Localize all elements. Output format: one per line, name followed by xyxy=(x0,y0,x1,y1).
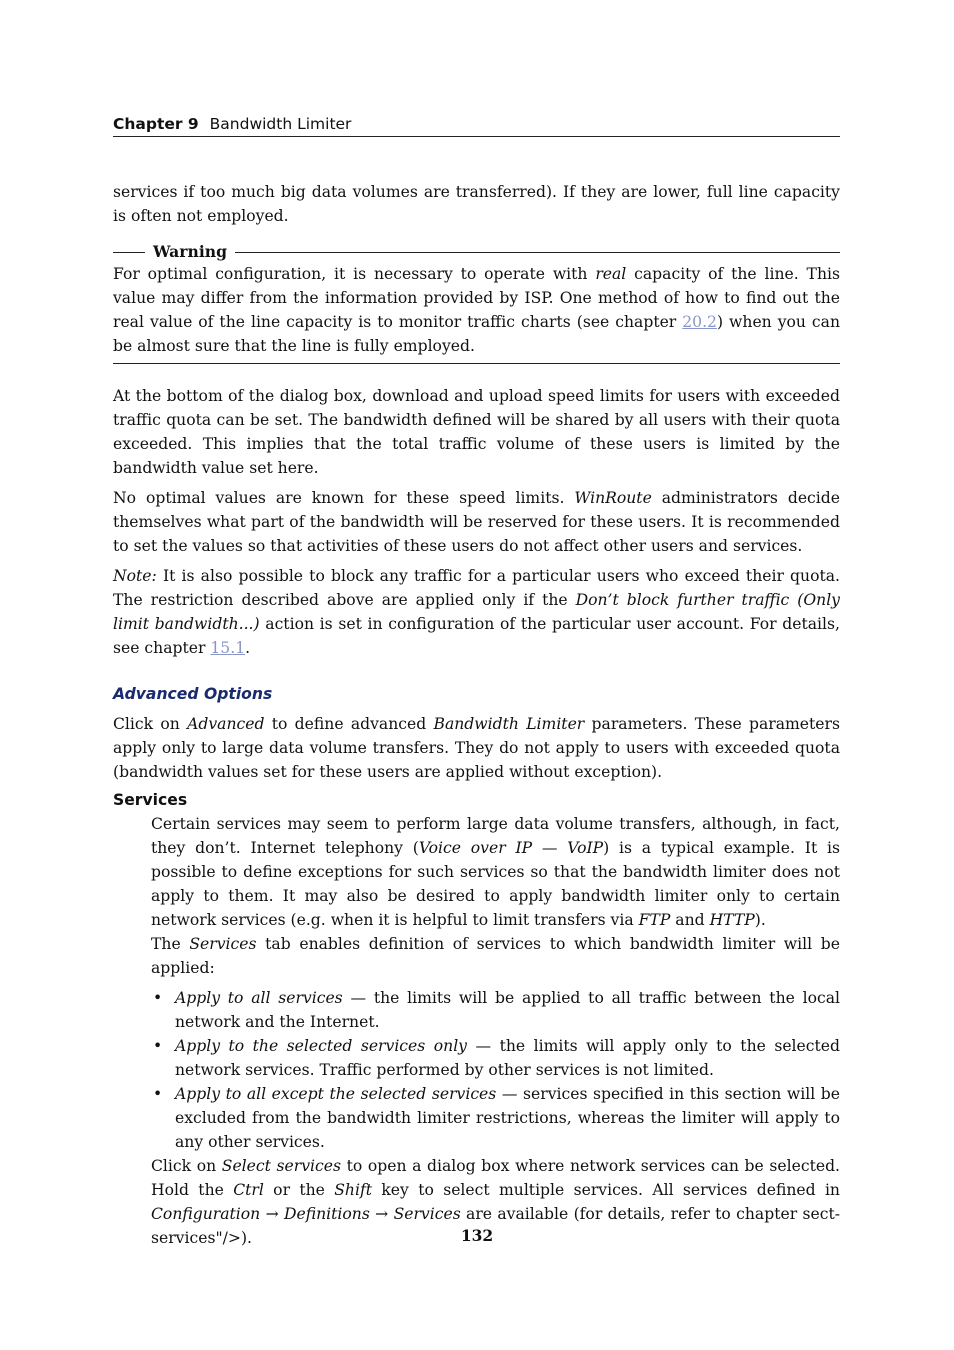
warning-title: Warning xyxy=(153,242,227,261)
option-apply-all: Apply to all services xyxy=(175,989,343,1007)
optimal-text-a: No optimal values are known for these speed limits. xyxy=(113,489,575,507)
paragraph-note xyxy=(113,564,840,660)
option-apply-all-text: — the limits will be applied to all traffic between the local network and the Internet. xyxy=(175,989,840,1031)
services-tab-emphasis: Services xyxy=(189,935,257,953)
list-item xyxy=(175,1034,840,1082)
services-options-list xyxy=(113,986,840,1154)
note-text-a: It is also possible to block any traffic for a particular users who exceed their quota. The restriction described above are applied only if the xyxy=(113,567,840,609)
warning-rule-left xyxy=(113,252,145,253)
chapter-link-20-2[interactable]: 20.2 xyxy=(682,313,717,331)
page-number: 132 xyxy=(460,1226,494,1245)
adv-emphasis-1: Advanced xyxy=(187,715,265,733)
list-item xyxy=(175,1082,840,1154)
warning-box xyxy=(113,242,840,364)
services-text-1d: ). xyxy=(754,911,766,929)
warning-body xyxy=(113,262,840,364)
services-paragraph-2 xyxy=(151,932,840,980)
option-apply-except-text: — services specified in this section will be excluded from the bandwidth limiter restrictions, whereas the limiter will apply to any other services. xyxy=(175,1085,840,1151)
services-text-3a: Click on xyxy=(151,1157,222,1175)
optimal-emphasis: WinRoute xyxy=(574,489,652,507)
option-apply-except: Apply to all except the selected services xyxy=(175,1085,497,1103)
adv-text-c: parameters. These parameters apply only to large data volume transfers. They do not apply to users with exceeded quota (bandwidth values set for these users are applied without exception). xyxy=(113,715,840,781)
paragraph-continuation: services if too much big data volumes are transferred). If they are lower, full line capacity is often not employed. xyxy=(113,183,840,225)
config-path-emphasis: Configuration → Definitions → Services xyxy=(151,1205,461,1223)
page-content xyxy=(113,180,840,1250)
adv-text-b: to define advanced xyxy=(264,715,434,733)
services-text-1c: and xyxy=(670,911,710,929)
optimal-text-b: administrators decide themselves what part of the bandwidth will be reserved for these users. It is recommended to set the values so that activities of these users do not affect other users and services. xyxy=(113,489,840,555)
note-text-c: . xyxy=(245,639,251,657)
services-text-3b: to open a dialog box where network services can be selected. Hold the xyxy=(151,1157,841,1199)
chapter-link-15-1[interactable]: 15.1 xyxy=(210,639,246,657)
note-text-b: action is set in configuration of the particular user account. For details, see chapter xyxy=(113,615,840,657)
advanced-options-heading: Advanced Options xyxy=(113,685,273,703)
select-services-emphasis: Select services xyxy=(221,1157,341,1175)
services-paragraph-1 xyxy=(151,812,840,932)
option-apply-selected-text: — the limits will apply only to the selected network services. Traffic performed by other services is not limited. xyxy=(175,1037,840,1079)
shift-key-emphasis: Shift xyxy=(334,1181,373,1199)
option-apply-selected: Apply to the selected services only xyxy=(175,1037,467,1055)
services-voip-emphasis: Voice over IP — VoIP xyxy=(418,839,604,857)
adv-emphasis-2: Bandwidth Limiter xyxy=(433,715,585,733)
warning-rule-right xyxy=(235,252,840,253)
warning-text-2: capacity of the line. This value may differ from the information provided by ISP. One method of how to find out the real value of the line capacity is to monitor traffic charts (see chapter xyxy=(113,265,840,331)
services-text-2a: The xyxy=(151,935,190,953)
note-label: Note: xyxy=(113,567,157,585)
ctrl-key-emphasis: Ctrl xyxy=(233,1181,264,1199)
services-term: Services xyxy=(113,791,188,809)
warning-title-row xyxy=(113,242,840,262)
paragraph-optimal-values xyxy=(113,486,840,558)
running-header xyxy=(113,115,840,137)
services-description xyxy=(151,812,840,980)
warning-text-3: ) when you can be almost sure that the line is fully employed. xyxy=(113,313,840,355)
services-text-3e: are available (for details, refer to chapter sect-services"/>). xyxy=(151,1205,840,1247)
header-chapter: Chapter 9 xyxy=(113,115,199,133)
services-http-emphasis: HTTP xyxy=(709,911,755,929)
paragraph-advanced xyxy=(113,712,840,784)
paragraph-bottom-limits: At the bottom of the dialog box, download and upload speed limits for users with exceeded traffic quota can be set. The bandwidth defined will be shared by all users with their quota exceeded. This implies that the total traffic volume of these users is limited by the bandwidth value set here. xyxy=(113,387,840,477)
services-ftp-emphasis: FTP xyxy=(638,911,671,929)
warning-emphasis: real xyxy=(595,265,627,283)
services-text-1b: ) is a typical example. It is possible to define exceptions for such services so that the bandwidth limiter does not apply to them. It may also be desired to apply bandwidth limiter only to certain network services (e.g. when it is helpful to limit transfers via xyxy=(151,839,840,929)
list-item xyxy=(175,986,840,1034)
services-text-2b: tab enables definition of services to which bandwidth limiter will be applied: xyxy=(151,935,840,977)
services-text-3d: key to select multiple services. All services defined in xyxy=(372,1181,840,1199)
note-action-emphasis: Don’t block further traffic (Only limit bandwidth...) xyxy=(113,591,840,633)
warning-text-1: For optimal configuration, it is necessary to operate with xyxy=(113,265,596,283)
header-title: Bandwidth Limiter xyxy=(209,115,352,133)
services-text-1a: Certain services may seem to perform large data volume transfers, although, in fact, they don’t. Internet telephony ( xyxy=(151,815,840,857)
adv-text-a: Click on xyxy=(113,715,188,733)
services-text-3c: or the xyxy=(263,1181,335,1199)
